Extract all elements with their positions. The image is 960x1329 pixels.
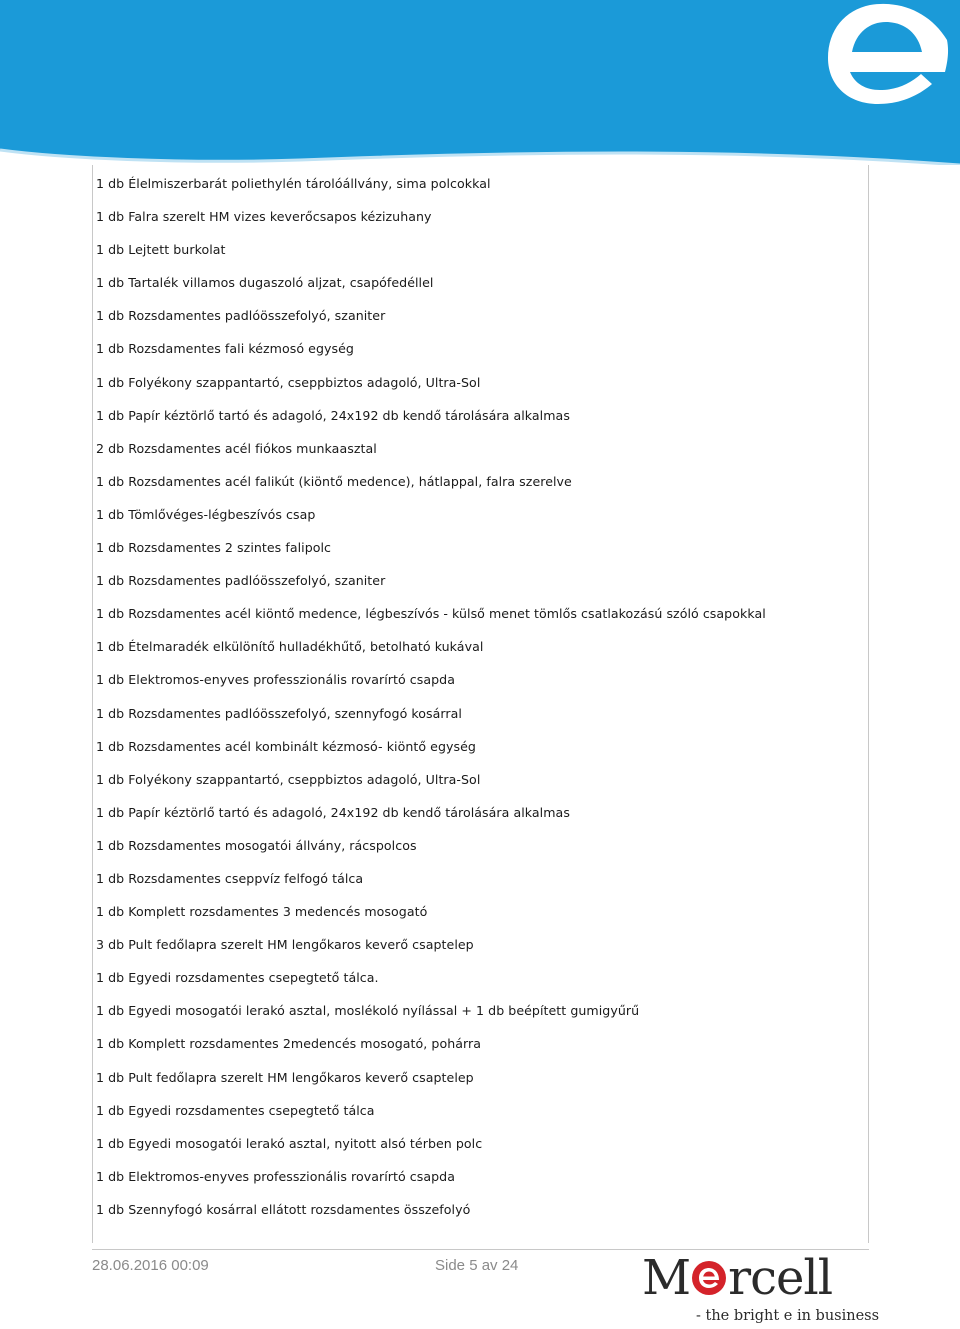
list-item: 1 db Rozsdamentes mosogatói állvány, rácspolcos (96, 837, 417, 853)
list-item: 1 db Folyékony szappantartó, cseppbiztos adagoló, Ultra-Sol (96, 374, 481, 390)
logo-letter-m: M (642, 1250, 691, 1306)
list-item: 1 db Tömlővéges-légbeszívós csap (96, 506, 316, 522)
list-item: 1 db Rozsdamentes acél falikút (kiöntő medence), hátlappal, falra szerelve (96, 473, 572, 489)
logo-wordmark (642, 1252, 832, 1304)
list-item: 1 db Rozsdamentes padlóösszefolyó, szennyfogó kosárral (96, 705, 462, 721)
list-item: 1 db Rozsdamentes padlóösszefolyó, szaniter (96, 573, 386, 589)
list-item: 1 db Folyékony szappantartó, cseppbiztos adagoló, Ultra-Sol (96, 771, 481, 787)
list-item: 1 db Ételmaradék elkülönítő hulladékhűtő, betolható kukával (96, 639, 484, 655)
list-item: 1 db Lejtett burkolat (96, 242, 226, 258)
list-item: 1 db Pult fedőlapra szerelt HM lengőkaros keverő csaptelep (96, 1069, 474, 1085)
list-item: 1 db Rozsdamentes fali kézmosó egység (96, 341, 354, 357)
list-item: 1 db Élelmiszerbarát poliethylén tárolóállvány, sima polcokkal (96, 176, 491, 191)
logo-letters-rcell: rcell (728, 1250, 833, 1306)
list-item: 1 db Rozsdamentes padlóösszefolyó, szaniter (96, 308, 386, 324)
list-item: 1 db Rozsdamentes 2 szintes falipolc (96, 540, 332, 556)
list-item: 1 db Tartalék villamos dugaszoló aljzat, csapófedéllel (96, 275, 434, 291)
logo-tagline: - the bright e in business (696, 1308, 880, 1324)
list-item: 1 db Elektromos-enyves professzionális rovarírtó csapda (96, 672, 455, 688)
header-banner (0, 0, 960, 165)
list-item: 1 db Papír kéztörlő tartó és adagoló, 24x192 db kendő tárolására alkalmas (96, 407, 570, 423)
list-item: 1 db Falra szerelt HM vizes keverőcsapos kézizuhany (96, 209, 432, 225)
list-item: 2 db Rozsdamentes acél fiókos munkaasztal (96, 440, 377, 456)
list-item: 1 db Komplett rozsdamentes 2medencés mosogató, pohárra (96, 1036, 482, 1052)
list-item: 1 db Rozsdamentes cseppvíz felfogó tálca (96, 870, 364, 886)
footer-page-number: Side 5 av 24 (435, 1257, 519, 1274)
list-item: 1 db Egyedi mosogatói lerakó asztal, nyitott alsó térben polc (96, 1135, 483, 1151)
footer-date: 28.06.2016 00:09 (92, 1257, 209, 1274)
list-item: 1 db Egyedi rozsdamentes csepegtető tálca. (96, 970, 379, 986)
list-item: 1 db Szennyfogó kosárral ellátott rozsdamentes összefolyó (96, 1201, 471, 1217)
company-logo (642, 1250, 880, 1327)
list-item: 1 db Rozsdamentes acél kombinált kézmosó- kiöntő egység (96, 738, 476, 754)
list-item: 1 db Papír kéztörlő tartó és adagoló, 24x192 db kendő tárolására alkalmas (96, 804, 570, 820)
logo-e-icon (691, 1260, 727, 1296)
list-item: 1 db Rozsdamentes acél kiöntő medence, légbeszívós - külső menet tömlős csatlakozású szóló csapokkal (96, 606, 766, 622)
list-item: 1 db Komplett rozsdamentes 3 medencés mosogató (96, 904, 428, 920)
list-item: 1 db Elektromos-enyves professzionális rovarírtó csapda (96, 1168, 455, 1184)
list-item: 1 db Egyedi rozsdamentes csepegtető tálca (96, 1102, 375, 1118)
equipment-list (96, 170, 766, 1229)
list-item: 3 db Pult fedőlapra szerelt HM lengőkaros keverő csaptelep (96, 937, 474, 953)
header-wave-graphic (0, 0, 960, 165)
list-item: 1 db Egyedi mosogatói lerakó asztal, moslékoló nyílással + 1 db beépített gumigyűrű (96, 1003, 640, 1019)
